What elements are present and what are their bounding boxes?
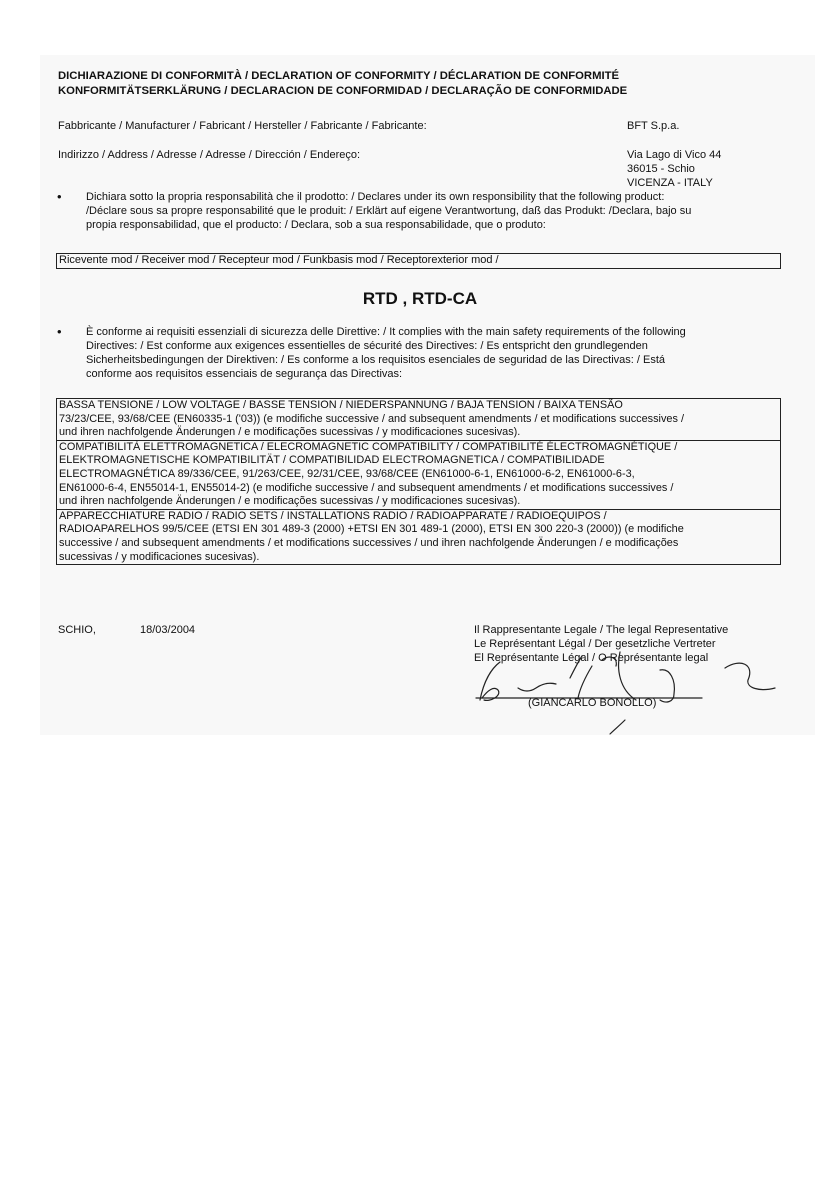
address-block — [627, 148, 721, 190]
declaration-statement — [57, 189, 786, 232]
directive-line: APPARECCHIATURE RADIO / RADIO SETS / INSTALLATIONS RADIO / RADIOAPPARATE / RADIOEQUIPOS / — [59, 509, 607, 522]
representative-line-2: Le Représentant Légal / Der gesetzliche Vertreter — [474, 638, 716, 650]
place: SCHIO, — [58, 624, 96, 636]
representative-line-1: Il Rappresentante Legale / The legal Representative — [474, 624, 729, 636]
conformity-line-4: conforme aos requisitos essenciais de segurança das Directivas: — [86, 368, 403, 380]
representative-line-3: El Représentante Légal / O Représentante legal — [474, 652, 709, 664]
handwritten-signature — [470, 640, 790, 735]
document-title — [58, 69, 627, 99]
conformity-statement — [57, 324, 786, 381]
directive-line: ELECTROMAGNÉTICA 89/336/CEE, 91/263/CEE, 92/31/CEE, 93/68/CEE (EN61000-6-1, EN61000-6-2, EN61000-6-3, — [59, 467, 635, 480]
declaration-line-3: propia responsabilidad, que el producto: / Declara, sob a sua responsabilidade, que o produto: — [86, 219, 546, 231]
title-line-2: KONFORMITÄTSERKLÄRUNG / DECLARACION DE CONFORMIDAD / DECLARAÇÃO DE CONFORMIDADE — [58, 85, 628, 97]
directive-low-voltage — [57, 399, 780, 441]
conformity-line-1: È conforme ai requisiti essenziali di sicurezza delle Direttive: / It complies with the main safety requirements of the following — [86, 326, 686, 338]
directive-line: und ihren nachfolgende Änderungen / e modificações sucessivas / y modificaciones sucesivas). — [59, 495, 521, 508]
address-label: Indirizzo / Address / Adresse / Adresse / Dirección / Endereço: — [58, 149, 361, 161]
manufacturer-label: Fabbricante / Manufacturer / Fabricant / Hersteller / Fabricante / Fabricante: — [58, 120, 427, 132]
directive-line: successive / and subsequent amendments / et modifications successives / und ihren nachfolgende Änderungen / e modificações — [59, 536, 679, 549]
address-line-3: VICENZA - ITALY — [627, 177, 713, 189]
directive-line: RADIOAPARELHOS 99/5/CEE (ETSI EN 301 489-3 (2000) +ETSI EN 301 489-1 (2000), ETSI EN 300 220-3 (2000)) (e modifiche — [59, 523, 684, 536]
title-line-1: DICHIARAZIONE DI CONFORMITÀ / DECLARATION OF CONFORMITY / DÉCLARATION DE CONFORMITÉ — [58, 70, 620, 82]
directive-line: ELEKTROMAGNETISCHE KOMPATIBILITÄT / COMPATIBILIDAD ELECTROMAGNETICA / COMPATIBILIDADE — [59, 454, 605, 467]
bullet-icon: • — [57, 324, 62, 339]
directive-line: 73/23/CEE, 93/68/CEE (EN60335-1 ('03)) (e modifiche successive / and subsequent amendments / et modifications successives / — [59, 412, 684, 425]
product-model: RTD , RTD-CA — [362, 289, 478, 308]
address-line-2: 36015 - Schio — [627, 163, 695, 175]
directive-line: BASSA TENSIONE / LOW VOLTAGE / BASSE TENSION / NIEDERSPANNUNG / BAJA TENSION / BAIXA TENSÃO — [59, 399, 623, 411]
directives-table — [56, 398, 781, 565]
directive-radio — [57, 510, 780, 564]
conformity-line-2: Directives: / Est conforme aux exigences essentielles de sécurité des Directives: / Es entspricht den grundlegenden — [86, 340, 648, 352]
declaration-line-1: Dichiara sotto la propria responsabilità che il prodotto: / Declares under its own responsibility that the following product: — [86, 191, 665, 203]
address-line-1: Via Lago di Vico 44 — [627, 149, 722, 161]
manufacturer-value: BFT S.p.a. — [627, 120, 680, 132]
bullet-icon: • — [57, 189, 62, 204]
directive-line: EN61000-6-4, EN55014-1, EN55014-2) (e modifiche successive / and subsequent amendments / et modifications successives / — [59, 481, 674, 494]
product-type-box: Ricevente mod / Receiver mod / Recepteur mod / Funkbasis mod / Receptorexterior mod / — [56, 253, 781, 269]
conformity-line-3: Sicherheitsbedingungen der Direktiven: / Es conforme a los requisitos esenciales de seguridad de las Directivas: / Está — [86, 354, 666, 366]
declaration-line-2: /Déclare sous sa propre responsabilité que le produit: / Erklärt auf eigene Verantwortung, daß das Produkt: /Declara, bajo su — [86, 205, 692, 217]
directive-line: und ihren nachfolgende Änderungen / e modificações sucessivas / y modificaciones sucesivas). — [59, 426, 521, 439]
directive-emc — [57, 441, 780, 510]
directive-line: sucessivas / y modificaciones sucesivas). — [59, 550, 260, 563]
date: 18/03/2004 — [140, 624, 196, 636]
directive-line: COMPATIBILITÀ ELETTROMAGNETICA / ELECROMAGNETIC COMPATIBILITY / COMPATIBILITÉ ÉLECTROMAGNÉTIQUE / — [59, 440, 678, 453]
representative-name: (GIANCARLO BONOLLO) — [528, 697, 657, 709]
